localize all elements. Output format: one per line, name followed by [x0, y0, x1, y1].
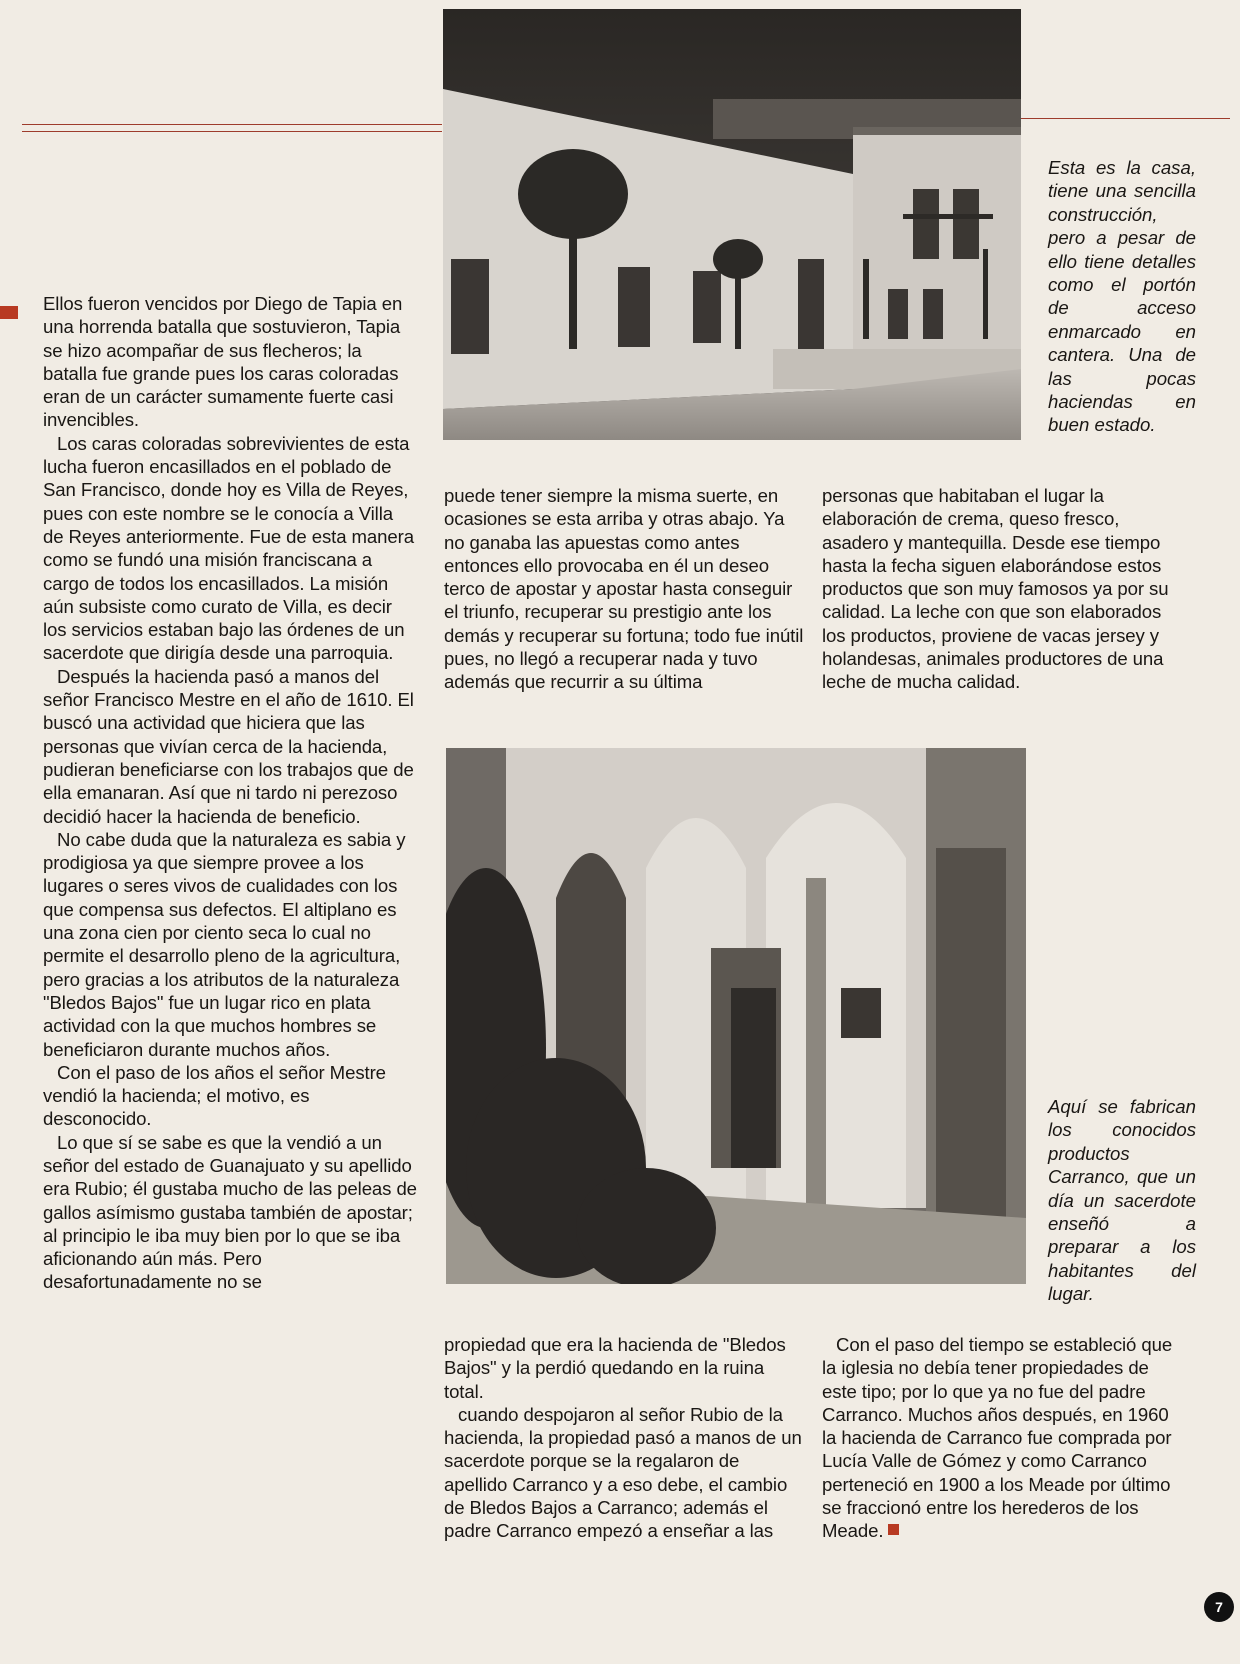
paragraph-text: Con el paso del tiempo se estableció que la iglesia no debía tener propiedades de este tipo; por lo que ya no fue del padre Carranco. Muchos años después, en 1960 la hacienda de Carranco fue comprada por Lucía Valle de Gómez y como Carranco perteneció en 1900 a los Meade por último se fraccionó entre los herederos de los Meade. — [822, 1334, 1173, 1542]
paragraph: Ellos fueron vencidos por Diego de Tapia en una horrenda batalla que sostuvieron, Tapia se hizo acompañar de sus flecheros; la batalla fue grande pues los caras coloradas eran de un carácter sumamente fuerte casi invencibles. — [43, 293, 403, 431]
article-column-3-bottom — [822, 1333, 1182, 1543]
paragraph: cuando despojaron al señor Rubio de la hacienda, la propiedad pasó a manos de un sacerdote porque se la regalaron de apellido Carranco y a eso debe, el cambio de Bledos Bajos a Carranco; además el padre Carranco empezó a enseñar a las — [444, 1403, 802, 1542]
article-column-2-bottom — [444, 1333, 804, 1543]
paragraph: No cabe duda que la naturaleza es sabia y prodigiosa ya que siempre provee a los lugares o seres vivos de cualidades con los que compensa sus defectos. El altiplano es una zona cien por ciento seca lo cual no permite el desarrollo pleno de la agricultura, pero gracias a los atributos de la naturaleza "Bledos Bajos" fue un lugar rico en plata actividad con la que muchos hombres se beneficiaron durante muchos años. — [43, 828, 406, 1060]
paragraph: Después la hacienda pasó a manos del señor Francisco Mestre en el año de 1610. El buscó una actividad que hiciera que las personas que vivían cerca de la hacienda, pudieran beneficiarse con los trabajos que de ella emanaran. Así que ni tardo ni perezoso decidió hacer la hacienda de beneficio. — [43, 665, 414, 827]
article-column-3-top — [822, 484, 1182, 694]
hacienda-facade-photo — [443, 9, 1021, 440]
article-column-1 — [43, 292, 418, 1294]
page-number: 7 — [1204, 1592, 1234, 1622]
paragraph: personas que habitaban el lugar la elaboración de crema, queso fresco, asadero y mantequilla. Desde ese tiempo hasta la fecha siguen elaborándose estos productos que son muy famosos ya por su calidad. La leche con que son elaborados los productos, proviene de vacas jersey y holandesas, animales productores de una leche de mucha calidad. — [822, 485, 1169, 693]
section-marker — [0, 306, 18, 319]
photo-caption: Esta es la casa, tiene una sencilla construcción, pero a pesar de ello tiene detalles como el portón de acceso enmarcado en cantera. Una de las pocas haciendas en buen estado. — [1048, 157, 1196, 436]
header-rule-right — [1020, 118, 1230, 119]
photo-caption: Aquí se fabrican los conocidos productos Carranco, que un día un sacerdote enseñó a preparar a los habitantes del lugar. — [1048, 1096, 1196, 1305]
paragraph — [822, 1333, 1182, 1543]
paragraph: Lo que sí se sabe es que la vendió a un señor del estado de Guanajuato y su apellido era Rubio; él gustaba mucho de las peleas de gallos asímismo gustaba también de apostar; al principio le iba muy bien por lo que se iba aficionando aún más. Pero desafortunadamente no se — [43, 1131, 417, 1293]
header-rule-top — [22, 124, 442, 125]
paragraph: puede tener siempre la misma suerte, en ocasiones se esta arriba y otras abajo. Ya no ganaba las apuestas como antes entonces ello provocaba en él un deseo terco de apostar y apostar hasta conseguir el triunfo, recuperar su prestigio ante los demás y recuperar su fortuna; todo fue inútil pues, no llegó a recuperar nada y tuvo además que recurrir a su última — [444, 485, 804, 693]
paragraph: Los caras coloradas sobrevivientes de esta lucha fueron encasillados en el poblado de San Francisco, donde hoy es Villa de Reyes, pues con este nombre se le conocía a Villa de Reyes anteriormente. Fue de esta manera como se fundó una misión franciscana a cargo de todos los encasillados. La misión aún subsiste como curato de Villa, es decir los servicios estaban bajo las órdenes de un sacerdote que dirigía desde una parroquia. — [43, 432, 414, 664]
paragraph: Con el paso de los años el señor Mestre vendió la hacienda; el motivo, es desconocido. — [43, 1061, 386, 1130]
hacienda-arcade-photo — [446, 748, 1026, 1284]
article-column-2-top — [444, 484, 804, 694]
header-rule-bottom — [22, 131, 442, 132]
paragraph: propiedad que era la hacienda de "Bledos Bajos" y la perdió quedando en la ruina total. — [444, 1334, 786, 1402]
end-of-article-mark — [888, 1524, 899, 1535]
